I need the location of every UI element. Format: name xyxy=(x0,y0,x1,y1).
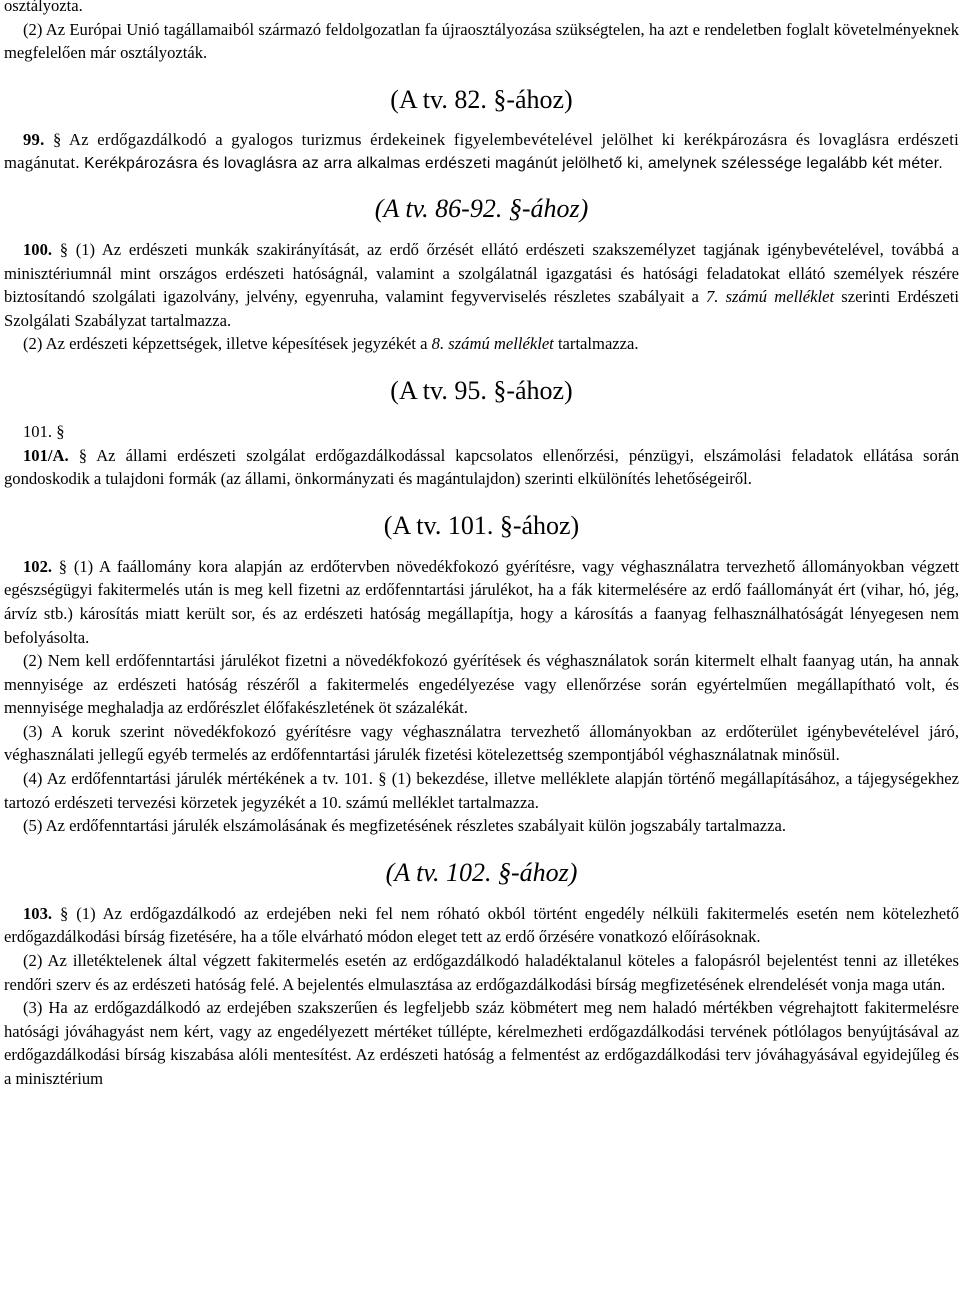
section-103-text-1: § (1) Az erdőgazdálkodó az erdejében neki fel nem róható okból történt engedély nélküli fakitermelés esetén nem kötelezhető erdőgazdálkodási bírság fizetésére, ha a tőle elvárható módon eleget tett az erdő őrzésére vonatkozó előírásoknak. xyxy=(4,903,959,947)
section-heading-101: (A tv. 101. §-ához) xyxy=(383,510,580,540)
section-heading-102: (A tv. 102. §-ához) xyxy=(385,857,578,887)
section-100-para-1 xyxy=(4,238,959,332)
section-number-101a: 101/A. xyxy=(23,445,69,465)
annex-7-reference: 7. számú melléklet xyxy=(705,287,835,307)
paragraph-eu-reclassification: (2) Az Európai Unió tagállamaiból származó feldolgozatlan fa újraosztályozása szükségtelen, ha azt e rendeletben foglalt követelményeknek megfelelően már osztályozták. xyxy=(4,19,959,63)
section-sign: § xyxy=(52,129,62,149)
section-heading-82: (A tv. 82. §-ához) xyxy=(390,84,573,114)
section-number-103: 103. xyxy=(23,903,53,923)
section-heading-95: (A tv. 95. §-ához) xyxy=(390,375,573,405)
section-100-text-1: § (1) Az erdészeti munkák szakirányítását, az erdő őrzését ellátó erdészeti szakszemélyzet tagjának igénybevételével, továbbá a minisztériumnál mint országos erdészeti hatóságnál, valamint a szolgálatnál igazgatási és hatósági feladatokat ellátó személyek részére biztosítandó szolgálati igazolvány, jelvény, egyenruha, valamint fegyverviselés részletes szabályait a xyxy=(4,239,959,307)
document-page xyxy=(4,0,959,1091)
section-102-para-3: (3) A koruk szerint növedékfokozó gyérítésre vagy véghasználatra tervezhető állományokban az erdőterület igénybevételével járó, véghasználati jellegű egyéb termelés az erdőfenntartási járulék fizetési kötelezettség szempontjából véghasználatnak minősül. xyxy=(4,721,959,765)
section-102-para-2: (2) Nem kell erdőfenntartási járulékot fizetni a növedékfokozó gyérítések és véghasználatok során kitermelt elhalt faanyag után, ha annak mennyisége az erdészeti hatóság részéről a fakitermelés engedélyezése vagy ellenőrzése során egyértelműen megállapítható volt, és mennyisége meghaladja az erdőrészlet élőfakészletének öt százalékát. xyxy=(4,651,959,718)
section-103-para-1 xyxy=(4,902,959,949)
section-heading-86-92: (A tv. 86-92. §-ához) xyxy=(374,193,589,223)
section-number-102: 102. xyxy=(23,556,53,576)
annex-8-reference: 8. számú melléklet xyxy=(431,334,554,354)
section-100-para-2 xyxy=(4,332,959,356)
section-102-para-1 xyxy=(4,555,959,649)
section-99 xyxy=(4,128,959,176)
section-number-100: 100. xyxy=(23,239,53,259)
section-100-text-2: szerinti Erdészeti Szolgálati Szabályzat tartalmazza. xyxy=(4,287,960,330)
section-101a-text: § Az állami erdészeti szolgálat erdőgazdálkodással kapcsolatos ellenőrzési, pénzügyi, elszámolási feladatok ellátása során gondoskodik a tulajdoni formák (az állami, önkormányzati és magántulajdon) szerinti elkülönítés lehetőségeiről. xyxy=(4,445,960,489)
section-101a xyxy=(4,444,959,491)
section-102-para-5: (5) Az erdőfenntartási járulék elszámolásának és megfizetésének részletes szabályait külön jogszabály tartalmazza. xyxy=(23,816,786,836)
section-99-sentence-1: Az erdőgazdálkodó a gyalogos turizmus érdekeinek figyelembevételével jelölhet ki kerékpározásra és lovaglásra erdészeti magánutat. xyxy=(4,129,960,173)
paragraph-continuation: osztályozta. xyxy=(4,0,83,15)
section-100-text-4: tartalmazza. xyxy=(553,334,639,354)
section-101: 101. § xyxy=(23,421,65,441)
section-100-text-3: (2) Az erdészeti képzettségek, illetve képesítések jegyzékét a xyxy=(23,334,432,354)
section-103-para-2: (2) Az illetéktelenek által végzett fakitermelés esetén az erdőgazdálkodó haladéktalanul köteles a falopásról bejelentést tenni az illetékes rendőri szerv és az erdészeti hatóság felé. A bejelentés elmulasztása az erdőgazdálkodási bírság megfizetésének elrendelését vonja maga után. xyxy=(4,951,959,994)
section-number-99: 99. xyxy=(23,129,45,149)
section-103-para-3: (3) Ha az erdőgazdálkodó az erdejében szakszerűen és legfeljebb száz köbmétert meg nem haladó mértékben végrehajtott fakitermelésre hatósági jóváhagyást nem kért, vagy az engedélyezett mértéket túllépte, kérelmezheti erdőgazdálkodási tervének pótlólagos benyújtásával az erdőgazdálkodási bírság kiszabása alóli mentesítést. Az erdészeti hatóság a felmentést az erdőgazdálkodási terv jóváhagyásával egyidejűleg és a minisztérium xyxy=(4,998,959,1088)
section-99-sentence-2: Kerékpározásra és lovaglásra az arra alkalmas erdészeti magánút jelölhető ki, amelynek szélessége legalább két méter. xyxy=(84,155,943,173)
section-102-para-4: (4) Az erdőfenntartási járulék mértékének a tv. 101. § (1) bekezdése, illetve melléklete alapján történő megállapításához, a tájegységekhez tartozó erdészeti tervezési körzetek jegyzékét a 10. számú melléklet tartalmazza. xyxy=(4,769,959,812)
section-102-text-1: § (1) A faállomány kora alapján az erdőtervben növedékfokozó gyérítésre, vagy véghasználatra tervezhető állományokban végzett egészségügyi fakitermelés után is meg kell fizetni az erdőfenntartási járulékot, ha a fák kitermelésére az erdő faállományát ért (vihar, hó, jég, árvíz stb.) károsítás miatt került sor, és az erdészeti hatóság megállapítja, hogy a károsítás a faanyag felhasználhatóságát lényegesen nem befolyásolta. xyxy=(4,556,959,647)
